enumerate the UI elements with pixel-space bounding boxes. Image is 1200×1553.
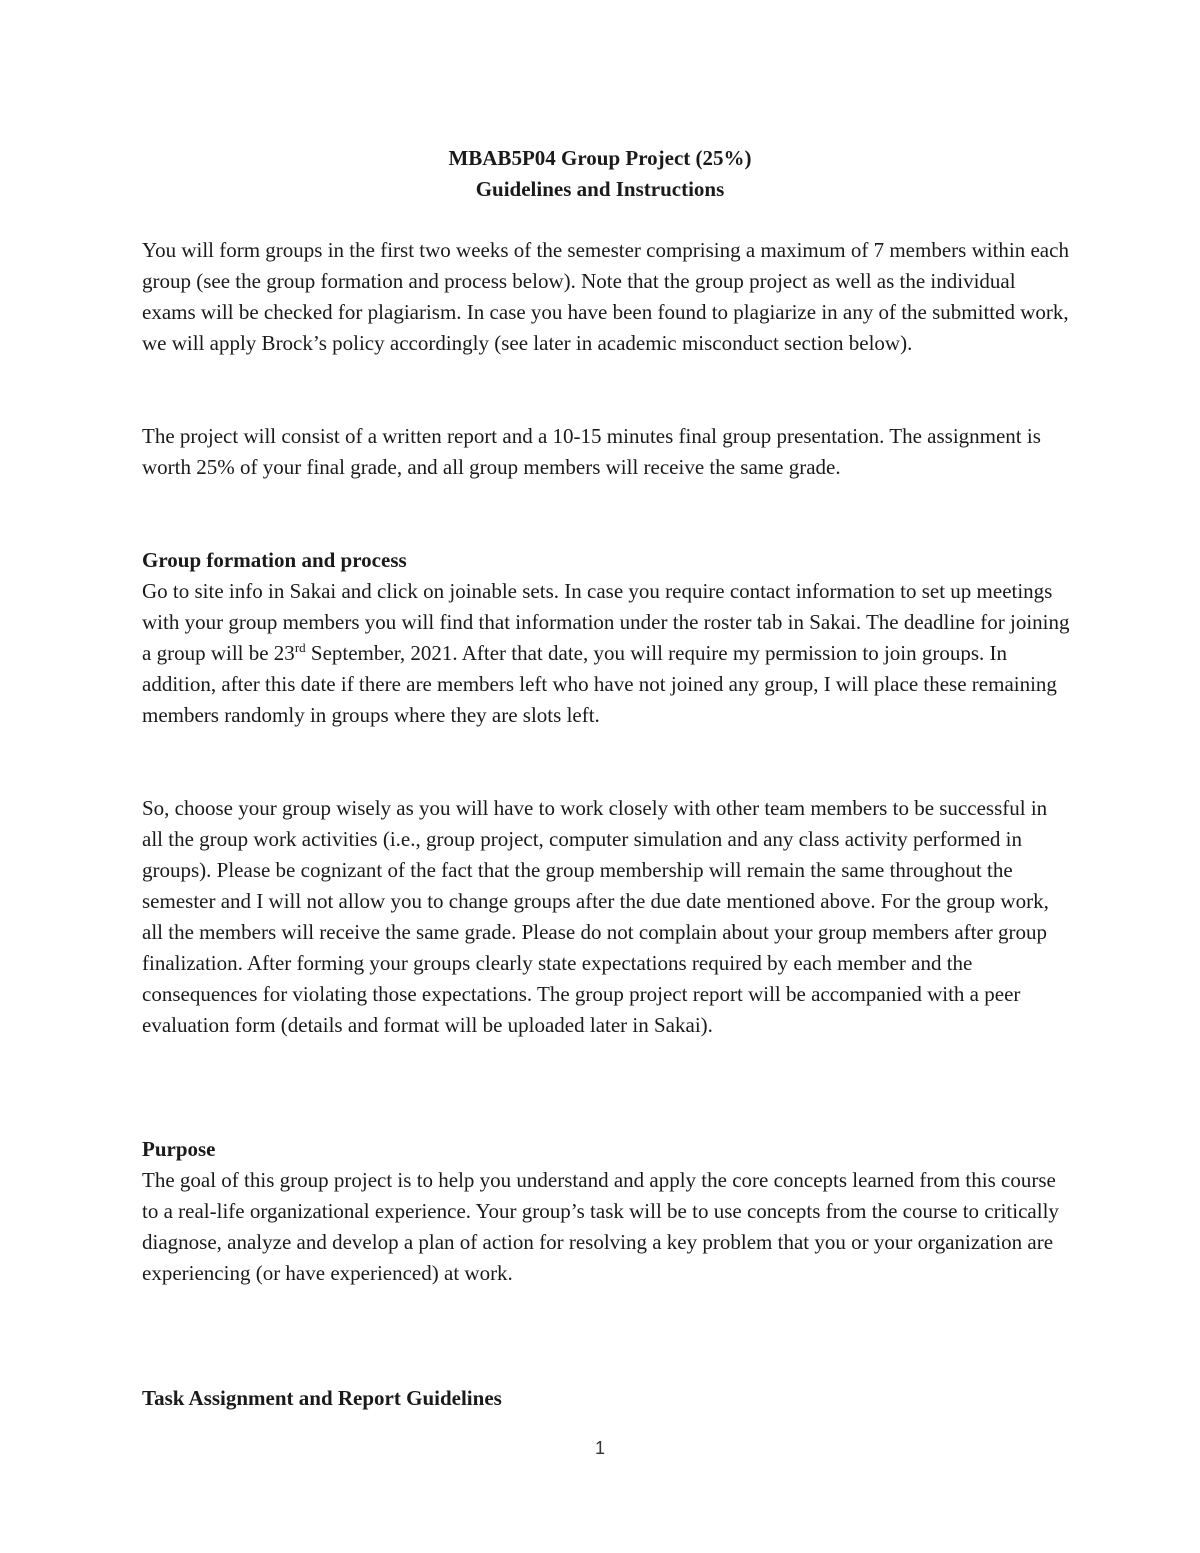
task-section bbox=[142, 1383, 1072, 1414]
purpose-heading: Purpose bbox=[142, 1137, 216, 1161]
ordinal-suffix: rd bbox=[294, 640, 306, 655]
project-section bbox=[142, 421, 1072, 483]
group-formation-paragraph-1 bbox=[142, 576, 1072, 731]
purpose-section bbox=[142, 1134, 1072, 1289]
group-formation-paragraph-2: So, choose your group wisely as you will have to work closely with other team members to be successful in all the group work activities (i.e., group project, computer simulation and any class activity performed in groups). Please be cognizant of the fact that the group membership will remain the same throughout the semester and I will not allow you to change groups after the due date mentioned above. For the group work, all the members will receive the same grade. Please do not complain about your group members after group finalization. After forming your groups clearly state expectations required by each member and the consequences for violating those expectations. The group project report will be accompanied with a peer evaluation form (details and format will be uploaded later in Sakai). bbox=[142, 796, 1049, 1037]
purpose-paragraph: The goal of this group project is to help you understand and apply the core concepts learned from this course to a real-life organizational experience. Your group’s task will be to use concepts from the course to critically diagnose, analyze and develop a plan of action for resolving a key problem that you or your organization are experiencing (or have experienced) at work. bbox=[142, 1168, 1059, 1285]
group-formation-heading: Group formation and process bbox=[142, 548, 407, 572]
deadline-text-start: Go to site info in Sakai and click on joinable sets. In case you require contact information to set up meetings with your group members you will find that information under the roster tab in Sakai. The deadline for joining a group will be 23 bbox=[142, 579, 1070, 665]
project-paragraph: The project will consist of a written report and a 10-15 minutes final group presentation. The assignment is worth 25% of your final grade, and all group members will receive the same grade. bbox=[142, 424, 1041, 479]
page-number: 1 bbox=[594, 1438, 605, 1458]
title-line-1: MBAB5P04 Group Project (25%) bbox=[448, 146, 752, 170]
task-heading: Task Assignment and Report Guidelines bbox=[142, 1386, 502, 1410]
title-line-2: Guidelines and Instructions bbox=[475, 177, 725, 201]
group-work-section bbox=[142, 793, 1072, 1041]
intro-section bbox=[142, 235, 1072, 359]
intro-paragraph: You will form groups in the first two weeks of the semester comprising a maximum of 7 members within each group (see the group formation and process below). Note that the group project as well as the individual exams will be checked for plagiarism. In case you have been found to plagiarize in any of the submitted work, we will apply Brock’s policy accordingly (see later in academic misconduct section below). bbox=[142, 238, 1069, 355]
deadline-text-end: September, 2021. After that date, you will require my permission to join groups. In addition, after this date if there are members left who have not joined any group, I will place these remaining members randomly in groups where they are slots left. bbox=[142, 641, 1057, 727]
document-title bbox=[0, 143, 1200, 205]
group-formation-section bbox=[142, 545, 1072, 731]
